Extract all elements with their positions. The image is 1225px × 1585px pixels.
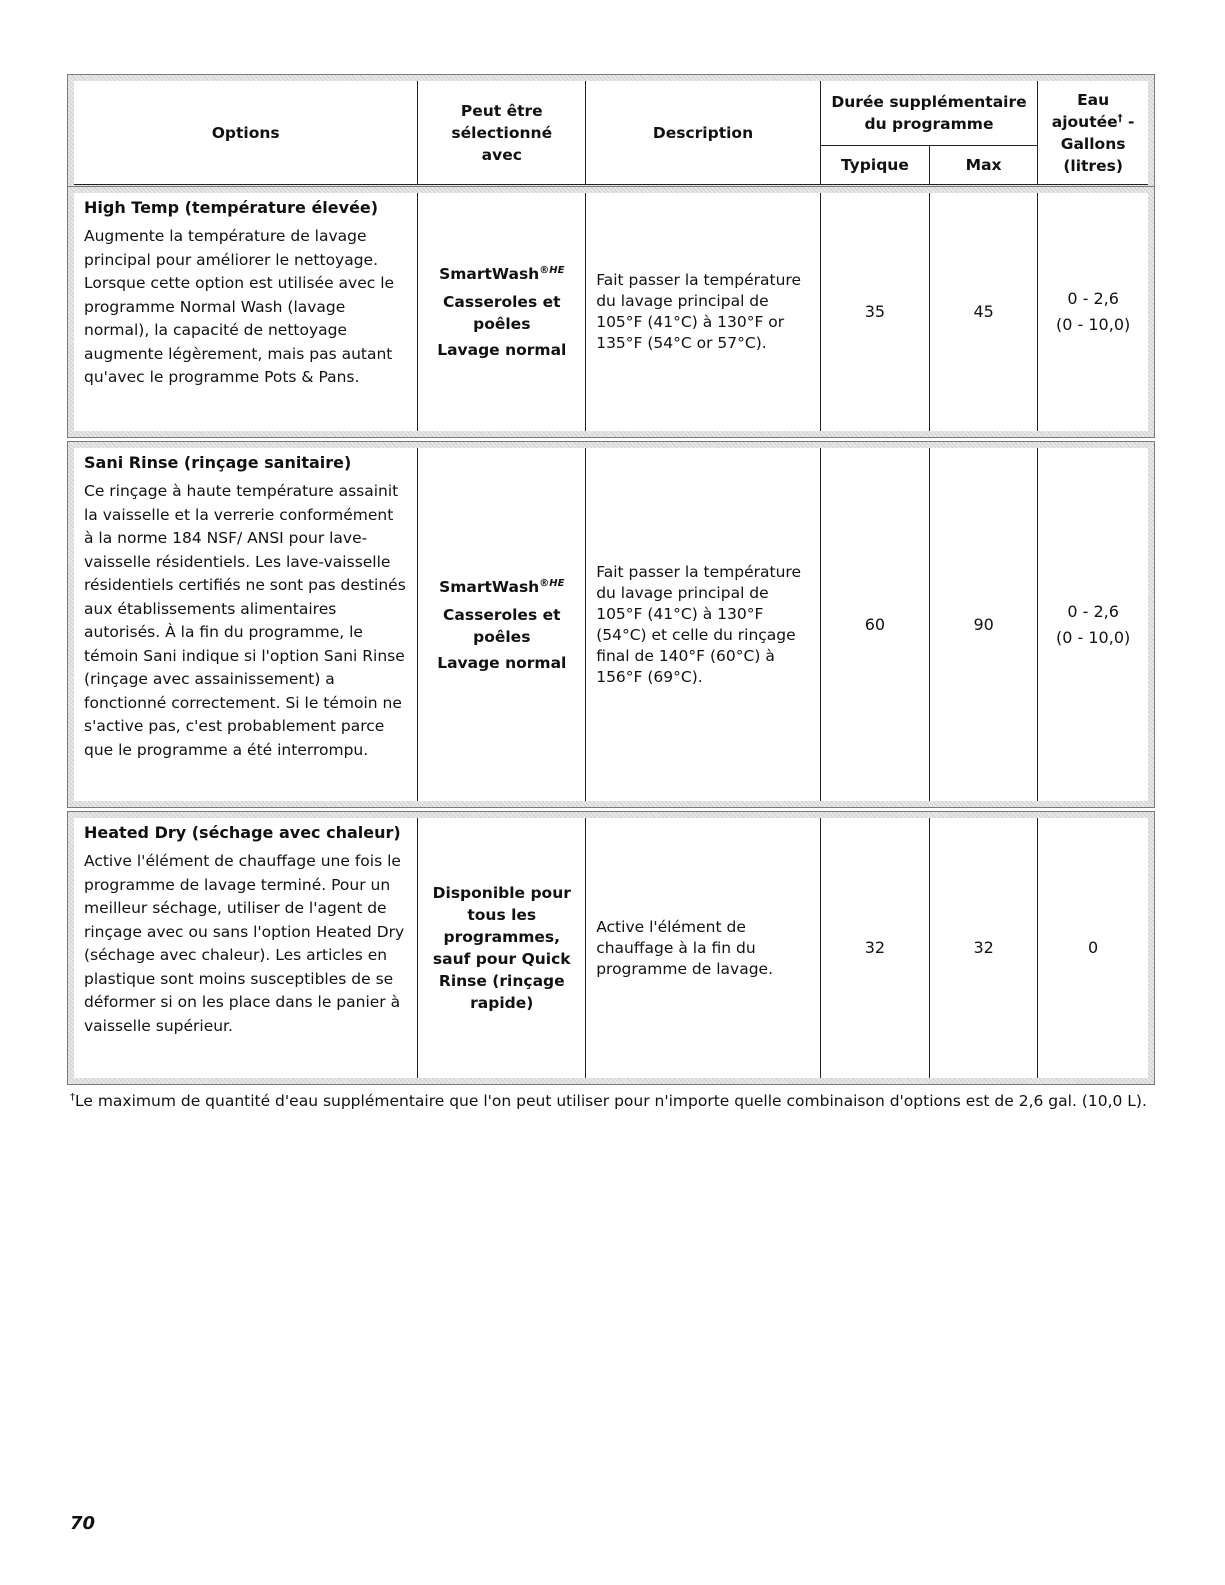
footnote-dagger: † [70,1091,75,1103]
water-litres: (0 - 10,0) [1056,315,1131,334]
smartwash-label: SmartWash [439,577,540,596]
registered-mark: ® [539,264,550,276]
selectable-normal: Lavage normal [437,653,567,672]
header-water-prefix: Eau ajoutée [1051,90,1118,131]
selectable-smartwash [424,263,579,285]
description-cell: Fait passer la température du lavage principal de 105°F (41°C) à 130°F or 135°F (54°C or 57°C). [586,193,821,431]
table-row [74,448,1148,801]
option-text: Ce rinçage à haute température assainit la vaisselle et la verrerie conformément à la norme 184 NSF/ ANSI pour lave-vaisselle résidentiels. Les lave-vaisselle résidentiels certifiés ne sont pas destinés aux établissements alimentaires autorisés. À la fin du programme, le témoin Sani indique si l'option Sani Rinse (rinçage avec assainissement) a fonctionné correctement. Si le témoin ne s'active pas, c'est probablement parce que le programme a été interrompu. [84,482,406,759]
option-text: Active l'élément de chauffage une fois le programme de lavage terminé. Pour un meilleur séchage, utiliser de l'agent de rinçage avec ou sans l'option Heated Dry (séchage avec chaleur). Les articles en plastique sont moins susceptibles de se déformer si on les place dans le panier à vaisselle supérieur. [84,852,405,1035]
option-cell [74,448,418,801]
header-max: Max [930,146,1038,185]
option-cell [74,818,418,1078]
selectable-casseroles: Casseroles et poêles [443,293,561,333]
header-extra-time: Durée supplémentaire du programme [820,81,1037,146]
water-litres: (0 - 10,0) [1056,627,1131,647]
max-value: 45 [930,193,1038,431]
selectable-cell: Disponible pour tous les programmes, sauf pour Quick Rinse (rinçage rapide) [418,818,586,1078]
water-cell [1038,448,1148,801]
water-gallons: 0 - 2,6 [1067,289,1119,308]
smartwash-label: SmartWash [439,265,540,283]
typical-value: 32 [820,818,929,1078]
option-title: Sani Rinse (rinçage sanitaire) [84,453,352,472]
footnote-text: Le maximum de quantité d'eau supplémentaire que l'on peut utiliser pour n'importe quelle combinaison d'options est de 2,6 gal. (10,0 L). [75,1092,1147,1110]
dagger-mark: † [1117,112,1123,124]
option-title: Heated Dry (séchage avec chaleur) [84,823,401,842]
table-row [74,818,1148,1078]
max-value: 32 [930,818,1038,1078]
footnote [70,1090,1150,1113]
he-mark: HE [549,577,565,589]
row-frame-sani-rinse [67,441,1155,808]
water-value: 0 [1038,818,1148,1078]
row-frame-high-temp [67,186,1155,438]
selectable-cell [418,193,586,431]
selectable-normal: Lavage normal [437,341,567,359]
header-water-suffix: - Gallons (litres) [1060,112,1135,175]
option-text: Augmente la température de lavage principal pour améliorer le nettoyage. Lorsque cette option est utilisée avec le programme Normal Wash (lavage normal), la capacité de nettoyage augmente légèrement, mais pas autant qu'avec le programme Pots & Pans. [84,227,395,386]
header-options: Options [74,81,418,185]
header-description: Description [586,81,821,185]
registered-mark: ® [539,577,550,589]
option-cell [74,193,418,431]
typical-value: 35 [820,193,929,431]
table-header [74,81,1148,185]
header-selectable-with: Peut être sélectionné avec [418,81,586,185]
water-cell [1038,193,1148,431]
selectable-smartwash [424,576,579,598]
description-cell: Fait passer la température du lavage principal de 105°F (41°C) à 130°F (54°C) et celle du rinçage final de 140°F (60°C) à 156°F (69°C). [586,448,821,801]
table-header-frame [67,74,1155,192]
header-typical: Typique [820,146,929,185]
header-water [1038,81,1148,185]
page-number: 70 [70,1513,96,1534]
selectable-cell [418,448,586,801]
max-value: 90 [930,448,1038,801]
typical-value: 60 [820,448,929,801]
he-mark: HE [549,264,565,276]
row-frame-heated-dry [67,811,1155,1085]
table-row [74,193,1148,431]
description-cell: Active l'élément de chauffage à la fin du programme de lavage. [586,818,821,1078]
water-gallons: 0 - 2,6 [1067,601,1119,621]
option-title: High Temp (température élevée) [84,198,379,217]
selectable-casseroles: Casseroles et poêles [443,605,561,646]
